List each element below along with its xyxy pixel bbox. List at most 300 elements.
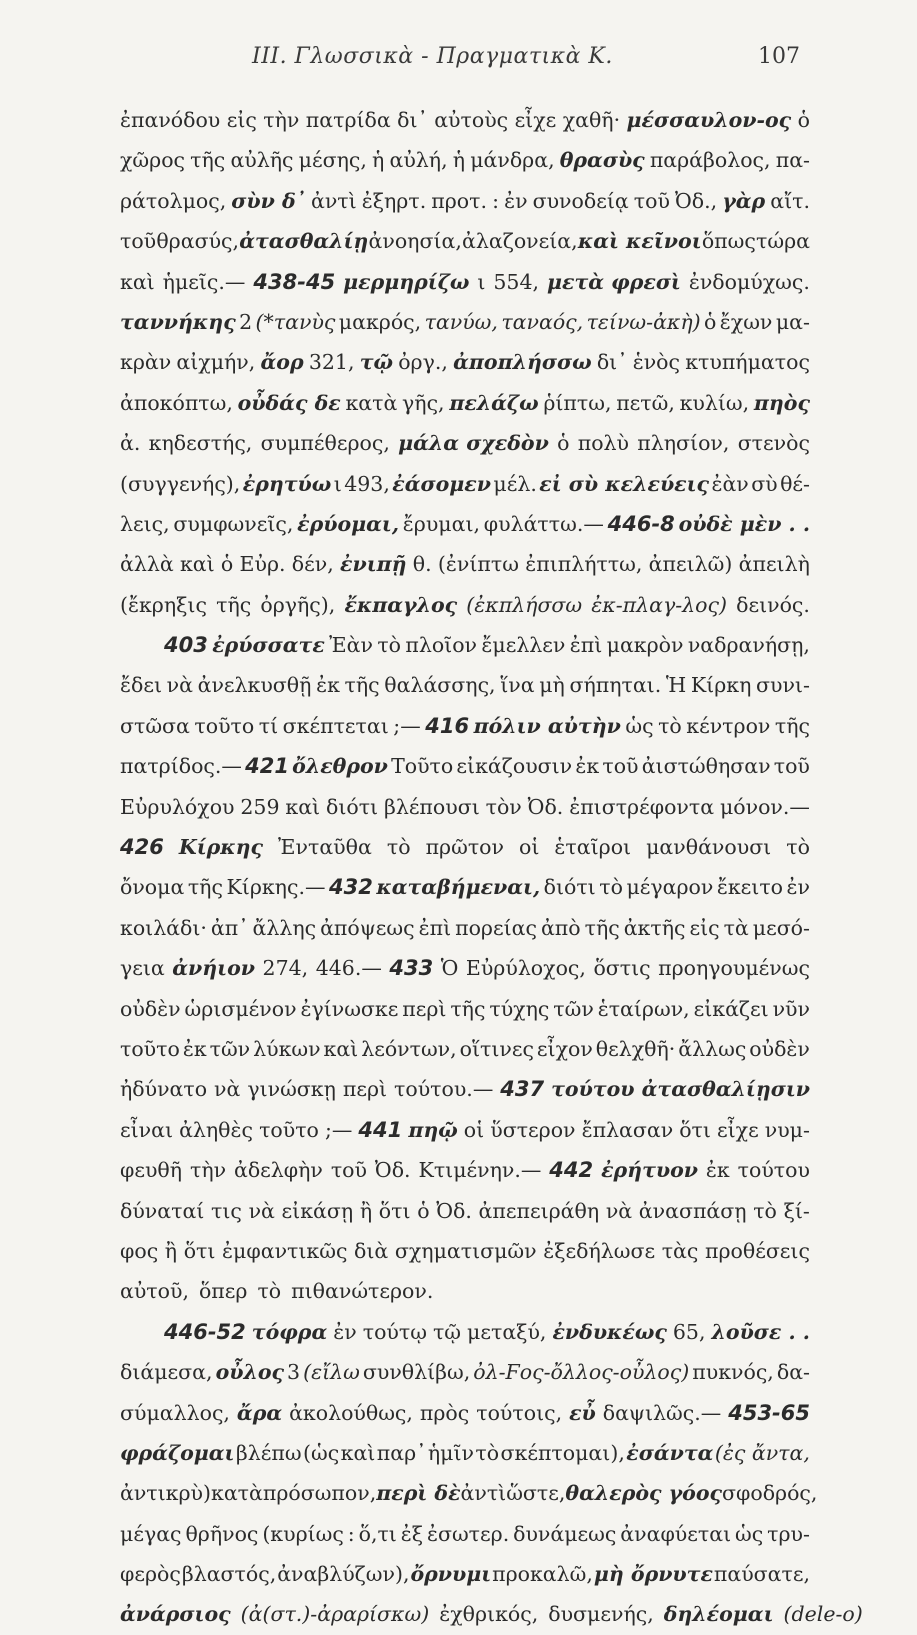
word: λύκων bbox=[253, 1036, 321, 1061]
word: τί bbox=[258, 713, 279, 738]
word: μα- bbox=[775, 309, 810, 334]
word: ἀπόψεως bbox=[320, 915, 415, 940]
word: νῦν bbox=[772, 996, 810, 1021]
word: τῶν bbox=[553, 996, 594, 1021]
word: γῆς, bbox=[402, 390, 445, 415]
word: λεις, bbox=[120, 511, 170, 536]
word: οἱ bbox=[519, 835, 540, 860]
word: εἶναι bbox=[120, 1117, 174, 1142]
word: τὸ bbox=[386, 835, 411, 860]
text-line bbox=[120, 827, 810, 867]
word: τούτῳ bbox=[362, 1319, 427, 1344]
word: ἐν bbox=[504, 188, 528, 213]
word: Εὐρ. bbox=[239, 552, 286, 577]
word: πλησίον, bbox=[637, 431, 730, 456]
word: τοῦτο bbox=[120, 1036, 180, 1061]
word: ἀπειλῶ) bbox=[648, 552, 733, 577]
lemma: πηῷ bbox=[408, 1117, 458, 1142]
word: θελχθῆ· bbox=[595, 1036, 676, 1061]
lemma: ὄρνυμι bbox=[410, 1562, 492, 1587]
lemma: οὖλος bbox=[215, 1360, 284, 1385]
text-line bbox=[120, 1231, 810, 1271]
text-line bbox=[120, 1271, 810, 1311]
lemma: ἀποπλήσσω bbox=[453, 350, 592, 375]
lemma: θαλερὸς γόος bbox=[565, 1481, 722, 1506]
word: ἀνελκυσθῇ bbox=[197, 673, 312, 698]
text-line bbox=[120, 181, 810, 221]
line-reference: 403 bbox=[164, 633, 208, 658]
word: μὴ bbox=[539, 673, 565, 698]
word: ἀπεπειράθη bbox=[478, 1198, 600, 1223]
word: φερὸς bbox=[120, 1562, 181, 1587]
word: δυνάμεως bbox=[513, 1521, 617, 1546]
word: 3 bbox=[287, 1360, 301, 1385]
word: 554, bbox=[493, 269, 540, 294]
lemma: ταννήκης bbox=[120, 309, 236, 334]
word: ἡμῖν bbox=[427, 1440, 474, 1465]
word: τείνω-ἀκὴ) bbox=[586, 309, 701, 334]
word: μόνον.— bbox=[719, 794, 810, 819]
lemma: πόλιν αὐτὴν bbox=[473, 713, 621, 738]
word: ἀδελφὴν bbox=[234, 1158, 323, 1183]
text-line bbox=[120, 262, 810, 302]
text-line bbox=[120, 1594, 863, 1634]
text-line bbox=[120, 423, 810, 463]
lemma: ἐσάντα bbox=[626, 1440, 714, 1465]
word: ἔχων bbox=[719, 309, 773, 334]
word: καὶ bbox=[120, 269, 155, 294]
text-line bbox=[120, 1433, 810, 1473]
word: ἐκ bbox=[182, 1036, 207, 1061]
word: κρὰν bbox=[120, 350, 172, 375]
word: εἰκάζει bbox=[693, 996, 769, 1021]
word: συνοδείᾳ bbox=[532, 188, 629, 213]
word: τοῦτο bbox=[259, 1117, 319, 1142]
word: (εἴλω bbox=[303, 1360, 360, 1385]
word: ἐπὶ bbox=[569, 633, 603, 658]
word: εἰκάσῃ bbox=[281, 1198, 354, 1223]
line-reference: 421 bbox=[245, 754, 289, 779]
word: τὸ bbox=[257, 1279, 282, 1304]
word: κτυπήματος bbox=[685, 350, 810, 375]
lemma: τῷ bbox=[359, 350, 393, 375]
text-line bbox=[120, 1110, 810, 1150]
word: πιθανώτερον. bbox=[291, 1279, 434, 1304]
word: ταναός, bbox=[501, 309, 584, 334]
lemma: γὰρ bbox=[722, 188, 766, 213]
word: φος bbox=[120, 1238, 159, 1263]
word: 274, bbox=[262, 956, 309, 981]
word: νυμ- bbox=[764, 1117, 810, 1142]
word: μεταξύ, bbox=[467, 1319, 547, 1344]
word: φυλάττω.— bbox=[483, 511, 604, 536]
lemma: ἐρητύω bbox=[242, 471, 332, 496]
word: ὄνομα bbox=[120, 875, 185, 900]
word: τοῦ bbox=[602, 754, 639, 779]
word: τῆς bbox=[216, 592, 252, 617]
word: τὸν bbox=[485, 794, 522, 819]
text-line bbox=[120, 464, 810, 504]
text-line bbox=[120, 1150, 810, 1190]
word: τανύω, bbox=[424, 309, 498, 334]
word: Ἡ bbox=[665, 673, 687, 698]
word: πολὺ bbox=[577, 431, 630, 456]
word: 321, bbox=[308, 350, 355, 375]
text-line bbox=[120, 1029, 810, 1069]
text-line bbox=[120, 989, 810, 1029]
word: τὰς bbox=[661, 1238, 699, 1263]
text-line bbox=[120, 221, 810, 261]
word: 2 bbox=[239, 309, 253, 334]
lemma: λοῦσε . . bbox=[711, 1319, 810, 1344]
word: ἔπλασαν bbox=[581, 1117, 674, 1142]
word: ἡ bbox=[372, 148, 385, 173]
word: φευθῆ bbox=[120, 1158, 183, 1183]
word: θ. bbox=[412, 552, 432, 577]
word: εἶχε bbox=[717, 1117, 759, 1142]
lemma: τούτου ἀτασθαλίῃσιν bbox=[551, 1077, 810, 1102]
word: οὐδὲν bbox=[120, 996, 181, 1021]
word: ῥίπτω, bbox=[543, 390, 612, 415]
word: τῆς bbox=[190, 148, 226, 173]
word: αἴτ. bbox=[770, 188, 810, 213]
word: τὸ bbox=[786, 835, 810, 860]
word: ;— bbox=[324, 1117, 353, 1142]
word: μέσης, bbox=[298, 148, 367, 173]
word: γεια bbox=[120, 956, 165, 981]
word: καὶ bbox=[285, 794, 321, 819]
word: μακρός, bbox=[338, 309, 422, 334]
word: τὸ bbox=[753, 1198, 777, 1223]
text-line bbox=[120, 342, 810, 382]
lemma: ἄρα bbox=[236, 1400, 283, 1425]
word: περὶ bbox=[342, 1077, 388, 1102]
word: τῆς bbox=[344, 673, 380, 698]
word: ἀπὸ bbox=[540, 915, 581, 940]
word: πρῶτον bbox=[425, 835, 504, 860]
word: εἶχε bbox=[514, 108, 557, 132]
word: ἐκ bbox=[316, 673, 340, 698]
word: Ὀδ. bbox=[374, 1158, 411, 1183]
lemma: ἐρύομαι, bbox=[297, 511, 399, 536]
text-line bbox=[120, 746, 810, 786]
word: τὸ bbox=[475, 1440, 500, 1465]
word: μέγας bbox=[120, 1521, 182, 1546]
word: ἔκειτο bbox=[716, 875, 784, 900]
word: παρ᾽ bbox=[376, 1440, 427, 1465]
word: δύναταί bbox=[120, 1198, 205, 1223]
text-line bbox=[120, 1352, 810, 1392]
page-number: 107 bbox=[758, 44, 800, 69]
word: διότι bbox=[543, 875, 596, 900]
word: σὺ bbox=[751, 471, 778, 496]
word: δα- bbox=[776, 1360, 810, 1385]
word: τῆς bbox=[187, 875, 223, 900]
word: σκέπτομαι), bbox=[500, 1440, 625, 1465]
word: στενὸς bbox=[737, 431, 810, 456]
word: ἐν bbox=[333, 1319, 357, 1344]
text-line bbox=[120, 1514, 810, 1554]
line-reference: 432 bbox=[328, 875, 373, 900]
line-reference: 433 bbox=[389, 956, 434, 981]
word: ἀνασπάσῃ bbox=[638, 1198, 747, 1223]
text-line bbox=[120, 625, 810, 665]
lemma: ἄορ bbox=[260, 350, 304, 375]
text-line bbox=[120, 1393, 810, 1433]
word: τούτοις, bbox=[476, 1400, 563, 1425]
word: τοῦ bbox=[633, 188, 670, 213]
word: εἰς bbox=[689, 915, 720, 940]
lemma: φράζομαι bbox=[120, 1440, 235, 1465]
word: ἐπὶ bbox=[418, 915, 452, 940]
word: ράτολμος, bbox=[120, 188, 227, 213]
lemma: μερμηρίζω bbox=[343, 269, 470, 294]
word: ἀιστώθησαν bbox=[641, 754, 771, 779]
line-reference: 446-8 bbox=[607, 511, 675, 536]
word: τὴν bbox=[263, 108, 300, 132]
word: μακρὸν bbox=[606, 633, 684, 658]
word: ;— bbox=[393, 713, 421, 738]
word: πρόσωπον, bbox=[262, 1481, 377, 1506]
word: ἢ bbox=[359, 1198, 373, 1223]
word: μεσό- bbox=[752, 915, 810, 940]
word: πρὸς bbox=[419, 1400, 470, 1425]
text-line bbox=[120, 706, 810, 746]
word: ἐξηρτ. bbox=[361, 188, 427, 213]
word: ὁ bbox=[557, 431, 570, 456]
line-reference: 441 bbox=[358, 1117, 403, 1142]
text-line bbox=[120, 1554, 810, 1594]
word: τῆς bbox=[774, 713, 810, 738]
word: ἐσωτερ. bbox=[426, 1521, 510, 1546]
word: ἔδει bbox=[120, 673, 163, 698]
word: πορείας bbox=[455, 915, 537, 940]
word: ἐμφαντικῶς bbox=[222, 1238, 348, 1263]
lemma: ὄλεθρον bbox=[292, 754, 388, 779]
running-head: III. Γλωσσικὰ - Πραγματικὰ Κ. bbox=[252, 44, 613, 69]
word: ἀκτῆς bbox=[623, 915, 686, 940]
word: λεόντων, bbox=[361, 1036, 457, 1061]
text-line bbox=[120, 908, 810, 948]
word: ὡς bbox=[735, 1521, 764, 1546]
word: δαψιλῶς.— bbox=[602, 1400, 722, 1425]
word: ἀπ᾽ bbox=[210, 915, 249, 940]
word: (ἐνίπτω bbox=[437, 552, 519, 577]
word: ἐγίνωσκε bbox=[300, 996, 399, 1021]
word: ὅτι bbox=[378, 1198, 411, 1223]
lemma: οὐδὲ μὲν . . bbox=[678, 511, 810, 536]
word: οἱ bbox=[463, 1117, 485, 1142]
word: ἐκ-πλαγ-λος) bbox=[591, 592, 727, 617]
word: τῷ bbox=[432, 1319, 462, 1344]
word: διὰ bbox=[354, 1238, 389, 1263]
word: (συγγενής), bbox=[120, 471, 241, 496]
word: ὀργῆς), bbox=[260, 592, 336, 617]
word: κέντρον bbox=[686, 713, 771, 738]
word: σήπηται. bbox=[569, 673, 662, 698]
word: μέλ. bbox=[493, 471, 537, 496]
word: ὀλ-Ϝος-ὄλλος-οὖλος) bbox=[473, 1360, 690, 1385]
word: ἀλαζονεία, bbox=[462, 229, 578, 254]
word: περὶ bbox=[402, 996, 447, 1021]
word: προθέσεις bbox=[704, 1238, 810, 1263]
word: συμφωνεῖς, bbox=[173, 511, 294, 536]
word: κηδεστής, bbox=[148, 431, 253, 456]
text-line bbox=[120, 140, 810, 180]
word: σκέπτεται bbox=[282, 713, 389, 738]
word: θρῆνος bbox=[185, 1521, 259, 1546]
word: 446.— bbox=[315, 956, 382, 981]
word: τῆς bbox=[450, 996, 486, 1021]
word: ἀκολούθως, bbox=[289, 1400, 413, 1425]
lemma: πηὸς bbox=[753, 390, 810, 415]
word: γινώσκῃ bbox=[247, 1077, 336, 1102]
word: ἀναβλύζων), bbox=[277, 1562, 410, 1587]
word: (κυρίως bbox=[262, 1521, 344, 1546]
word: συνι- bbox=[756, 673, 810, 698]
word: : bbox=[347, 1521, 355, 1546]
lemma: μάλα σχεδὸν bbox=[398, 431, 549, 456]
word: οὐδὲν bbox=[749, 1036, 810, 1061]
word: Ἐὰν bbox=[329, 633, 373, 658]
word: : bbox=[492, 188, 499, 213]
lemma: πελάζω bbox=[449, 390, 539, 415]
word: σφοδρός, bbox=[722, 1481, 818, 1506]
word: δι᾽ bbox=[397, 108, 428, 132]
line-reference: 453-65 bbox=[728, 1400, 810, 1425]
word: πατρίδα bbox=[305, 108, 391, 132]
word: νὰ bbox=[248, 1198, 275, 1223]
word: ἵνα bbox=[500, 673, 535, 698]
lemma: ἐρήτυον bbox=[601, 1158, 698, 1183]
word: (ἐς ἄντα, bbox=[714, 1440, 810, 1465]
word: παύσατε, bbox=[713, 1562, 810, 1587]
word: 493, bbox=[344, 471, 390, 496]
word: ὅτι bbox=[679, 1117, 711, 1142]
word: τύχης bbox=[489, 996, 550, 1021]
word: ἔρυμαι, bbox=[402, 511, 481, 536]
word: ἀλλὰ bbox=[120, 552, 174, 577]
word: συμπέθερος, bbox=[260, 431, 390, 456]
word: δεινός. bbox=[736, 592, 810, 617]
word: πυκνός, bbox=[692, 1360, 774, 1385]
page-header bbox=[0, 44, 917, 74]
lemma: θρασὺς bbox=[559, 148, 645, 173]
word: ἠδύνατο bbox=[120, 1077, 208, 1102]
text-line bbox=[120, 1473, 818, 1513]
line-reference: 437 bbox=[500, 1077, 545, 1102]
word: τὸ bbox=[599, 875, 623, 900]
word: ἀνοησία, bbox=[368, 229, 462, 254]
lemma: τόφρα bbox=[251, 1319, 328, 1344]
word: εἶχον bbox=[536, 1036, 593, 1061]
word: διάμεσα, bbox=[120, 1360, 213, 1385]
lemma: ἐνιπῇ bbox=[340, 552, 407, 577]
word: ἀληθὲς bbox=[179, 1117, 254, 1142]
text-line bbox=[120, 383, 810, 423]
word: Εὐρύλοχος, bbox=[465, 956, 586, 981]
word: πετῶ, bbox=[616, 390, 675, 415]
line-reference: 438-45 bbox=[253, 269, 336, 294]
word: παράβολος, bbox=[649, 148, 771, 173]
word: προτ. bbox=[431, 188, 488, 213]
word: συνθλίβω, bbox=[362, 1360, 471, 1385]
word: ὅ,τι bbox=[358, 1521, 397, 1546]
word: ἐκ bbox=[575, 754, 600, 779]
word: τὸ bbox=[658, 713, 682, 738]
text-line bbox=[120, 665, 810, 705]
text-line bbox=[120, 302, 810, 342]
lemma: περὶ δὲ bbox=[376, 1481, 461, 1506]
word: Κίρκη bbox=[690, 673, 752, 698]
text-line bbox=[120, 544, 810, 584]
word: (*τανὺς bbox=[255, 309, 336, 334]
word: ἀντὶ bbox=[460, 1481, 507, 1506]
word: ἀναφύεται bbox=[620, 1521, 732, 1546]
word: τοῦ bbox=[773, 754, 810, 779]
word: χαθῆ· bbox=[562, 108, 621, 132]
word: στῶσα bbox=[120, 713, 190, 738]
word: ἔμελλεν bbox=[481, 633, 566, 658]
lemma: ἐνδυκέως bbox=[552, 1319, 667, 1344]
word: ἐξ bbox=[400, 1521, 424, 1546]
word: χῶρος bbox=[120, 148, 186, 173]
text-line bbox=[120, 585, 810, 625]
word: ὁ bbox=[704, 309, 717, 334]
word: προκαλῶ, bbox=[492, 1562, 593, 1587]
word: τοῦ bbox=[330, 1158, 367, 1183]
line-reference: 446-52 bbox=[164, 1319, 246, 1344]
lemma: μὴ ὄρνυτε bbox=[593, 1562, 713, 1587]
word: βλέπω bbox=[235, 1440, 302, 1465]
word: εἰς bbox=[226, 108, 257, 132]
word: ἐπιστρέφοντα bbox=[569, 794, 715, 819]
word: 259 bbox=[240, 794, 280, 819]
lemma: εὖ bbox=[569, 1400, 596, 1425]
lemma: καὶ κεῖνοι bbox=[577, 229, 702, 254]
word: ἢ bbox=[164, 1238, 178, 1263]
text-line bbox=[120, 504, 810, 544]
word: ι bbox=[477, 269, 486, 294]
word: αὐλῆς bbox=[230, 148, 294, 173]
word: ὥστε, bbox=[506, 1481, 566, 1506]
word: τώρα bbox=[756, 229, 810, 254]
word: νὰ bbox=[166, 673, 193, 698]
word: Ὁ bbox=[440, 956, 459, 981]
lemma: ἀνήιον bbox=[172, 956, 256, 981]
word: Κτιμένην.— bbox=[418, 1158, 542, 1183]
word: αὐλή, bbox=[389, 148, 448, 173]
word: ἀποκόπτω, bbox=[120, 390, 233, 415]
word: κατὰ bbox=[345, 390, 398, 415]
word: θέ- bbox=[780, 471, 810, 496]
word: κοιλάδι· bbox=[120, 915, 207, 940]
word: Ὀδ., bbox=[674, 188, 718, 213]
lemma: καταβήμεναι, bbox=[376, 875, 541, 900]
word: τῆς bbox=[584, 915, 620, 940]
word: ἐχθρικός, bbox=[439, 1602, 539, 1627]
word: νὰ bbox=[605, 1198, 633, 1223]
text-line bbox=[120, 948, 810, 988]
word: σχηματισμῶν bbox=[394, 1238, 537, 1263]
word: θαλάσσης, bbox=[384, 673, 496, 698]
word: ὅπερ bbox=[198, 1279, 248, 1304]
word: εἰκάζουσιν bbox=[456, 754, 573, 779]
word: διότι bbox=[325, 794, 379, 819]
word: βλαστός, bbox=[181, 1562, 277, 1587]
word: τοῦτο bbox=[194, 713, 255, 738]
word: Κίρκης.— bbox=[226, 875, 326, 900]
